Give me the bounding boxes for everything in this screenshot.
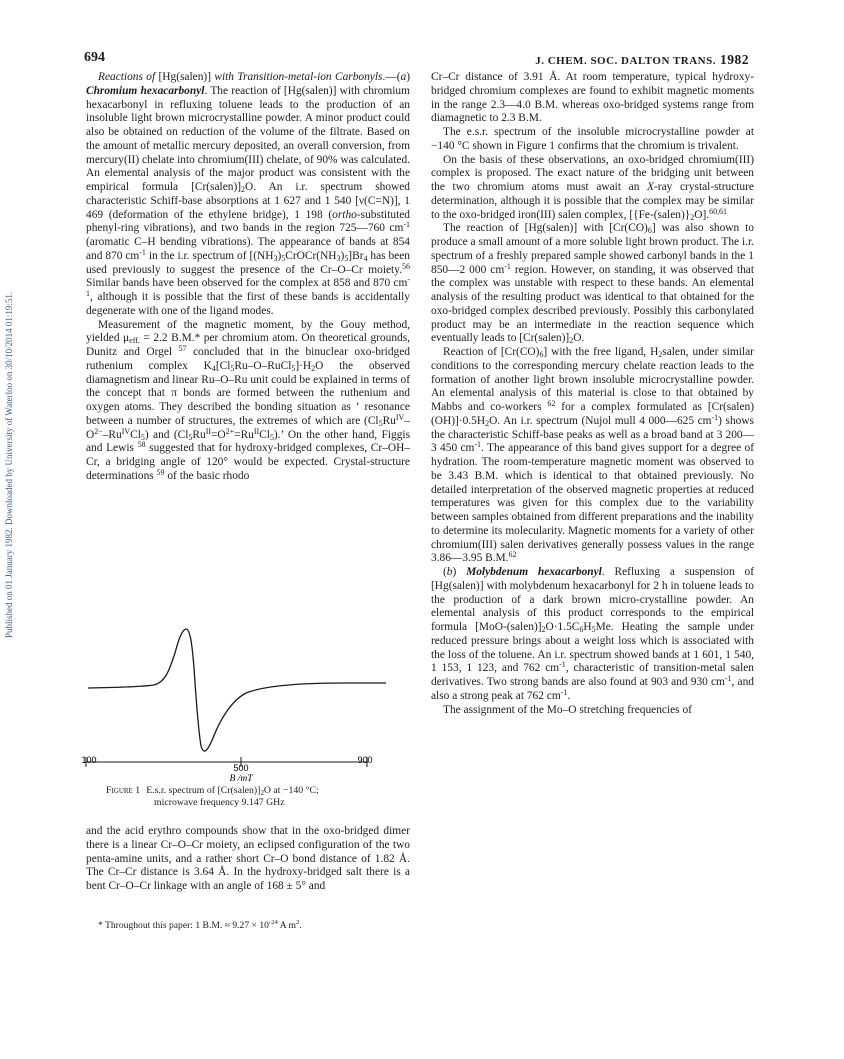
paragraph-oxo-bridged: On the basis of these observations, an oxo-bridged chromium(III) complex is proposed. The exact nature of the bridging unit between the two chromium atoms must await an X-ray crystal-structure determination, although it is possible that the complex may be similar to the oxo-bridged iron(III) salen complex, $[\{Fe-(salen)\}_2O].^{60,61}$ — [431, 153, 754, 222]
journal-year: 1982 — [720, 52, 749, 67]
figure-caption-text: E.s.r. spectrum of $[Cr(salen)]_2O$ at −140 °C; — [146, 785, 319, 797]
paragraph-cr-cr-distance: Cr–Cr distance of 3.91 Å. At room temperature, typical hydroxy-bridged chromium complexes are found to exhibit magnetic moments in the range 2.3—4.0 B.M. whereas oxo-bridged systems range from diamagnetic to 2.3 B.M. — [431, 71, 754, 125]
left-column-lower — [86, 825, 410, 894]
right-column — [431, 71, 754, 717]
figure-caption — [106, 785, 406, 808]
paragraph-erythro: and the acid erythro compounds show that in the oxo-bridged dimer there is a linear Cr–O–Cr moiety, an eclipsed configuration of the two penta-amine units, and a rather short Cr–O bond distance of 1.82 Å. The Cr–Cr distance is 3.64 Å. In the hydroxy-bridged salt there is a bent Cr–O–Cr linkage with an angle of 168 ± 5° and — [86, 825, 410, 892]
paragraph-mo-o-assignment: The assignment of the Mo–O stretching frequencies of — [443, 703, 692, 716]
figure-esr-spectrum — [81, 598, 410, 814]
footnote: * Throughout this paper: 1 B.M. ≈ $9.27 \times 10^{-24}$ A $m^2$. — [98, 919, 302, 931]
journal-title: J. CHEM. SOC. DALTON TRANS. — [535, 55, 716, 67]
paragraph-molybdenum: (b) Molybdenum hexacarbonyl. Refluxing a suspension of [Hg(salen)] with molybdenum hexacarbonyl for 2 h in toluene leads to the production of a dark brown micro-crystalline powder. An elemental analysis of this product corresponds to the empirical formula $[MoO-(salen)]_2O\cdot 1.5C_6H_5Me$. Heating the sample under reduced pressure brings about a weight loss which is associated with the loss of the toluene. An i.r. spectrum showed bands at 1 601, 1 540, 1 153, 1 123, and 762 $cm^{-1}$, characteristic of transition-metal salen derivatives. Two strong bands are also found at 903 and 930 $cm^{-1}$, and also a strong peak at 762 $cm^{-1}$. — [431, 566, 754, 702]
paragraph-carbonylated: The reaction of [Hg(salen)] with $[Cr(CO)_6]$ was also shown to produce a small amount of a more soluble light brown product. The i.r. spectrum of a freshly prepared sample showed carbonyl bands in the 1 850—2 000 $cm^{-1}$ region. However, on standing, it was observed that the complex was unstable with respect to these bands. An elemental analysis of the resulting product was identical to that obtained for the oxo-bridged complex described previously. Possibly this carbonylated product may be an intermediate in the reaction sequence which eventually leads to $[Cr(salen)]_2O$. — [431, 222, 755, 346]
left-column — [86, 71, 410, 484]
tick-label-100: 100 — [81, 755, 97, 765]
esr-spectrum-curve — [88, 629, 386, 751]
figure-caption-label: Figure 1 — [106, 785, 141, 796]
esr-spectrum-plot — [81, 598, 410, 814]
paragraph-magnetic-moment: Measurement of the magnetic moment, by the Gouy method, yielded $\mu_{eff.} = 2.2$ B.M.* per chromium atom. On theoretical grounds, Dunitz and Orgel $^{57}$ concluded that in the binuclear oxo-bridged ruthenium complex $K_4[Cl_5Ru-O-RuCl_5]\cdot H_2O$ the observed diamagnetism and linear Ru–O–Ru unit could be explained in terms of the concept that π bonds are formed between the ruthenium and oxygen atoms. They described the bonding situation as ‘ resonance between a number of structures, the extremes of which are $(Cl_5Ru^{IV}-O^{2-}-Ru^{IV}Cl_5)$ and $(Cl_5Ru^{II}=O^{2+}=Ru^{II}Cl_5)$.’ On the other hand, Figgis and Lewis $^{58}$ suggested that for hydroxy-bridged complexes, Cr–OH–Cr, a bridging angle of 120° would be expected. Crystal-structure determinations $^{59}$ of the basic rhodo — [86, 318, 410, 482]
download-notice — [3, 168, 17, 638]
paragraph-esr: The e.s.r. spectrum of the insoluble microcrystalline powder at −140 °C shown in Figure 1 confirms that the chromium is trivalent. — [431, 126, 754, 152]
journal-header — [535, 52, 749, 68]
download-notice-text: Published on 01 January 1982. Downloaded by University of Waterloo on 30/10/2014 01:19:51. — [4, 291, 14, 638]
paragraph-reactions-chromium: Reactions of [Hg(salen)] with Transition-metal-ion Carbonyls.—(a) Chromium hexacarbonyl. The reaction of [Hg(salen)] with chromium hexacarbonyl in refluxing toluene leads to the production of an insoluble light brown microcrystalline powder. A minor product could also be obtained on reduction of the volume of the filtrate. Based on the amount of metallic mercury deposited, an overall conversion, from mercury(II) chelate into chromium(III) chelate, of 90% was calculated. An elemental analysis of the major product was consistent with the empirical formula $[Cr(salen)]_2O$. An i.r. spectrum showed characteristic Schiff-base absorptions at 1 627 and 1 540 [ν(C=N)], 1 469 (deformation of the ethylene bridge), 1 198 (ortho-substituted phenyl-ring vibrations), and two bands in the region 725—760 $cm^{-1}$ (aromatic C–H bending vibrations). The appearance of bands at 854 and 870 $cm^{-1}$ in the i.r. spectrum of $[(NH_3)_5CrOCr(NH_3)_5]Br_4$ has been used previously to suggest the presence of the Cr–O–Cr moiety.$^{56}$ Similar bands have been observed for the complex at 858 and 870 $cm^{-1}$, although it is possible that the first of these bands is accidentally degenerate with one of the ligand modes. — [86, 71, 410, 317]
figure-caption-line2: microwave frequency 9.147 GHz — [154, 796, 285, 808]
paragraph-free-ligand: Reaction of $[Cr(CO)_6]$ with the free ligand, $H_2salen$, under similar conditions to the corresponding mercury chelate reaction leads to the formation of another light brown insoluble microcrystalline powder. An elemental analysis of this material is close to that obtained by Mabbs and co-workers $^{62}$ for a complex formulated as $[Cr(salen)(OH)]\cdot 0.5H_2O$. An i.r. spectrum (Nujol mull 4 000—625 $cm^{-1}$) shows the characteristic Schiff-base peaks as well as a broad band at 3 200—3 450 $cm^{-1}$. The appearance of this band gives support for a degree of hydration. The room-temperature magnetic moment was observed to be 3.43 B.M. which is identical to that obtained previously. No detailed interpretation of the observed magnetic properties at reduced temperatures was given for this complex due to the variability between samples obtained from different preparations and the inability to determine its molecularity. Magnetic moments for a variety of other chromium(III) salen derivatives generally possess values in the range 3.86—3.95 B.M.$^{62}$ — [431, 346, 755, 565]
page-number: 694 — [84, 50, 105, 65]
tick-label-900: 900 — [357, 755, 373, 765]
axis-label: B /mT — [229, 774, 253, 784]
tick-label-500: 500 — [233, 763, 249, 773]
